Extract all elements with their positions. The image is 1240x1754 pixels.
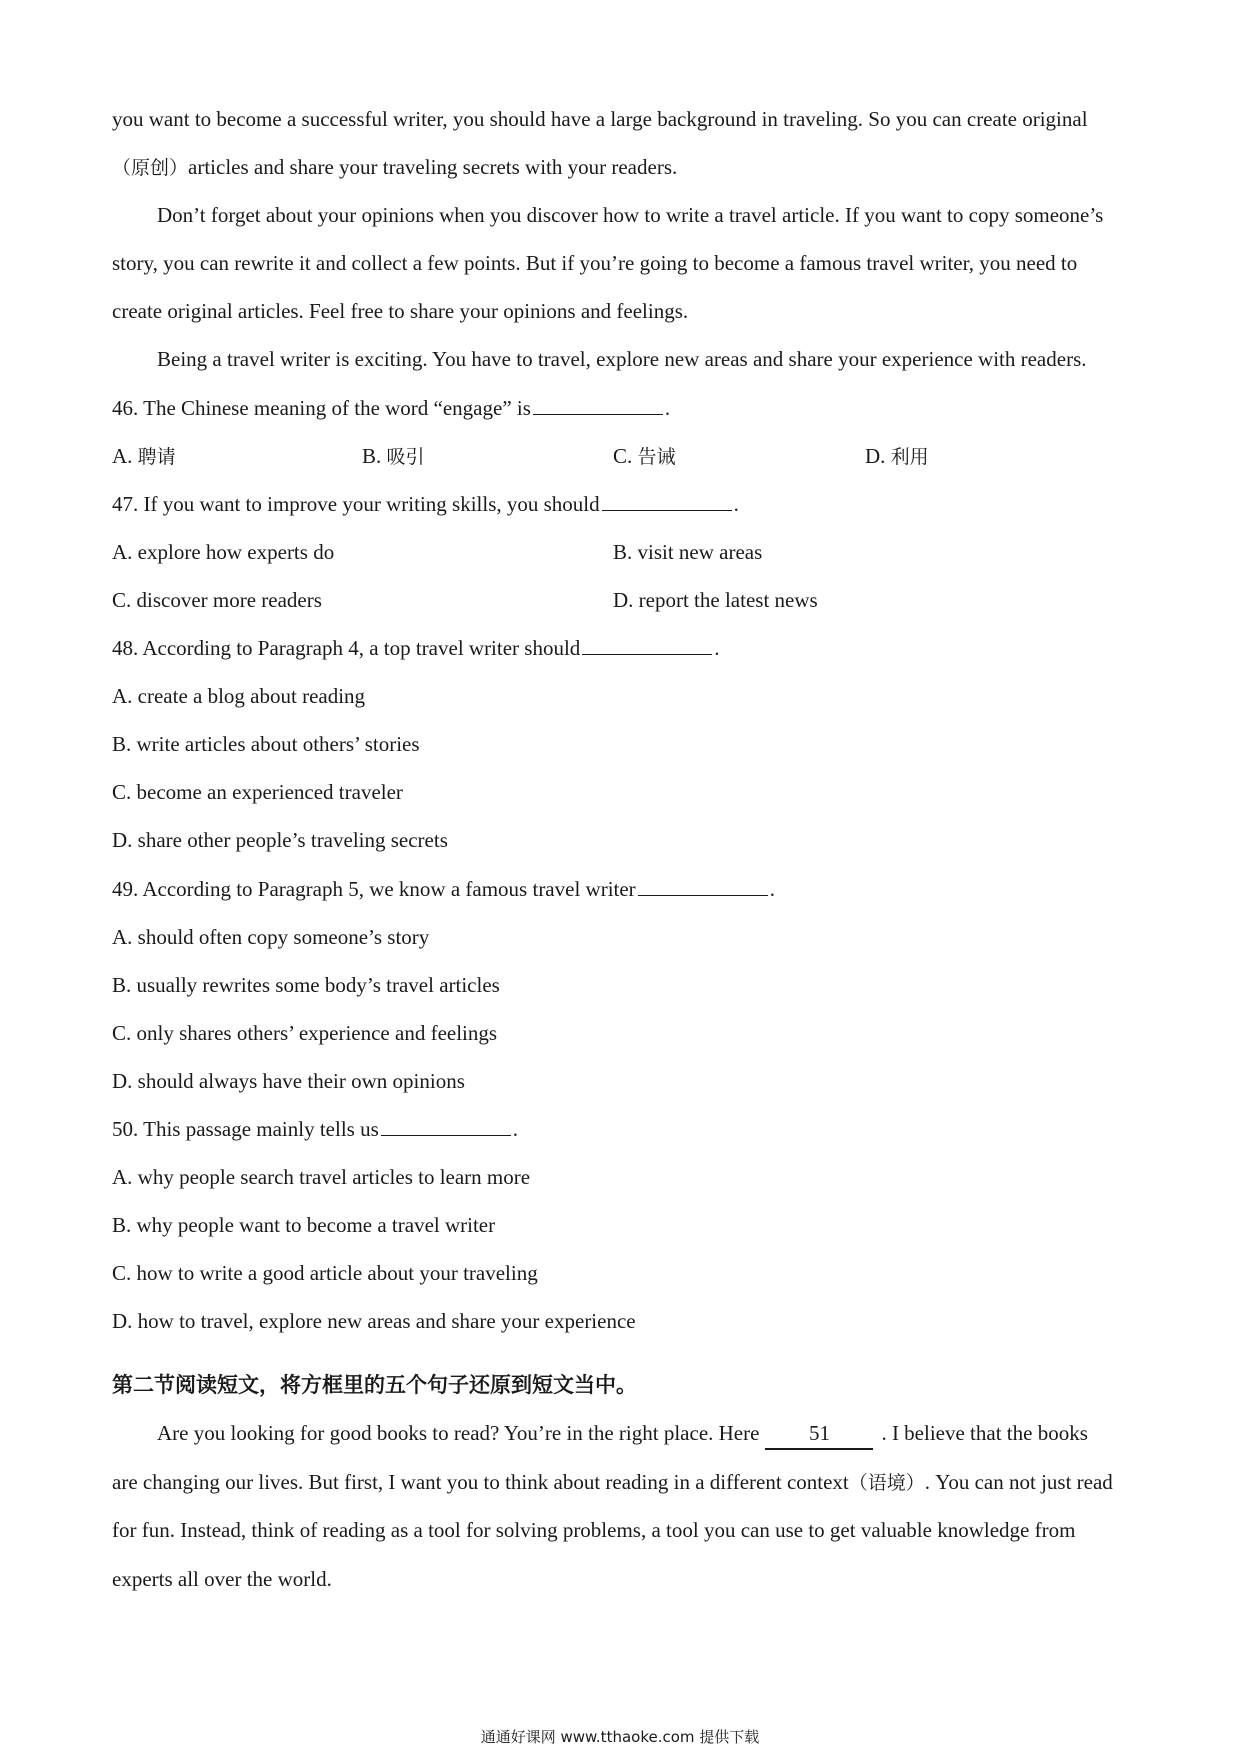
answer-blank[interactable]: [381, 1115, 511, 1136]
q47-option-b[interactable]: B. visit new areas: [613, 540, 763, 564]
question-end: .: [714, 636, 720, 660]
page-footer: 通通好课网 www.tthaoke.com 提供下载: [480, 1728, 760, 1746]
answer-blank[interactable]: [582, 634, 712, 655]
q49-option-c[interactable]: C. only shares others’ experience and feelings: [112, 1021, 498, 1045]
passage-line: create original articles. Feel free to share your opinions and feelings.: [112, 299, 689, 323]
passage-line: you want to become a successful writer, you should have a large background in traveling. So you can create original: [112, 107, 1088, 131]
passage-line: story, you can rewrite it and collect a few points. But if you’re going to become a famous travel writer, you need to: [112, 251, 1078, 275]
question-text: 50. This passage mainly tells us: [112, 1117, 379, 1141]
q46-option-a[interactable]: [112, 441, 176, 472]
question-end: .: [769, 877, 775, 901]
q46-option-c[interactable]: [613, 441, 676, 472]
passage-text: . You can not just read: [924, 1470, 1113, 1494]
answer-blank[interactable]: [638, 875, 768, 896]
question-49-stem: [112, 874, 1135, 904]
passage-text: . I believe that the books: [881, 1421, 1088, 1445]
question-end: .: [733, 492, 739, 516]
q50-option-b[interactable]: B. why people want to become a travel writer: [112, 1213, 496, 1237]
cjk-annotation: （原创）: [112, 157, 189, 179]
q46-option-b[interactable]: [362, 441, 425, 472]
question-end: .: [664, 396, 671, 420]
section-title: 第二节阅读短文，将方框里的五个句子还原到短文当中。: [112, 1373, 637, 1397]
passage-line: [112, 152, 1135, 183]
answer-blank-51[interactable]: 51: [765, 1418, 873, 1450]
answer-blank[interactable]: [602, 490, 732, 511]
q47-option-c[interactable]: C. discover more readers: [112, 588, 322, 612]
q50-option-c[interactable]: C. how to write a good article about your traveling: [112, 1261, 538, 1285]
passage-text: articles and share your traveling secrets with your readers.: [188, 155, 678, 179]
cjk-annotation: （语境）: [848, 1472, 925, 1494]
q50-option-a[interactable]: A. why people search travel articles to learn more: [112, 1165, 531, 1189]
passage-line: [157, 1418, 1135, 1450]
option-text: 吸引: [386, 446, 425, 468]
q47-option-d[interactable]: D. report the latest news: [613, 588, 818, 612]
passage-line: [112, 1467, 1135, 1498]
question-48-stem: [112, 633, 1135, 663]
question-47-stem: [112, 489, 1135, 519]
question-46-stem: [112, 393, 1135, 423]
passage-text: are changing our lives. But first, I want you to think about reading in a different context: [112, 1470, 849, 1494]
question-text: 46. The Chinese meaning of the word “engage” is: [112, 396, 531, 420]
option-label: A.: [112, 444, 133, 468]
question-end: .: [512, 1117, 519, 1141]
question-50-stem: [112, 1114, 1135, 1144]
option-text: 利用: [890, 446, 929, 468]
option-label: D.: [865, 444, 886, 468]
option-label: B.: [362, 444, 382, 468]
q47-option-a[interactable]: A. explore how experts do: [112, 540, 335, 564]
option-text: 聘请: [137, 446, 176, 468]
passage-line: for fun. Instead, think of reading as a tool for solving problems, a tool you can use to get valuable knowledge from: [112, 1518, 1076, 1542]
option-text: 告诫: [637, 446, 676, 468]
passage-line: Don’t forget about your opinions when you discover how to write a travel article. If you want to copy someone’s: [157, 203, 1104, 227]
q49-option-b[interactable]: B. usually rewrites some body’s travel articles: [112, 973, 500, 997]
q49-option-d[interactable]: D. should always have their own opinions: [112, 1069, 465, 1093]
question-text: 47. If you want to improve your writing skills, you should: [112, 492, 600, 516]
passage-text: Are you looking for good books to read? You’re in the right place. Here: [157, 1421, 760, 1445]
passage-line: Being a travel writer is exciting. You have to travel, explore new areas and share your experience with readers.: [157, 347, 1087, 371]
q48-option-d[interactable]: D. share other people’s traveling secrets: [112, 828, 448, 852]
passage-line: experts all over the world.: [112, 1567, 332, 1591]
q49-option-a[interactable]: A. should often copy someone’s story: [112, 925, 430, 949]
q48-option-a[interactable]: A. create a blog about reading: [112, 684, 366, 708]
q48-option-c[interactable]: C. become an experienced traveler: [112, 780, 403, 804]
question-text: 48. According to Paragraph 4, a top travel writer should: [112, 636, 581, 660]
q46-option-d[interactable]: [865, 441, 929, 472]
q50-option-d[interactable]: D. how to travel, explore new areas and share your experience: [112, 1309, 636, 1333]
answer-blank[interactable]: [533, 394, 663, 415]
question-text: 49. According to Paragraph 5, we know a famous travel writer: [112, 877, 636, 901]
q48-option-b[interactable]: B. write articles about others’ stories: [112, 732, 420, 756]
option-label: C.: [613, 444, 633, 468]
